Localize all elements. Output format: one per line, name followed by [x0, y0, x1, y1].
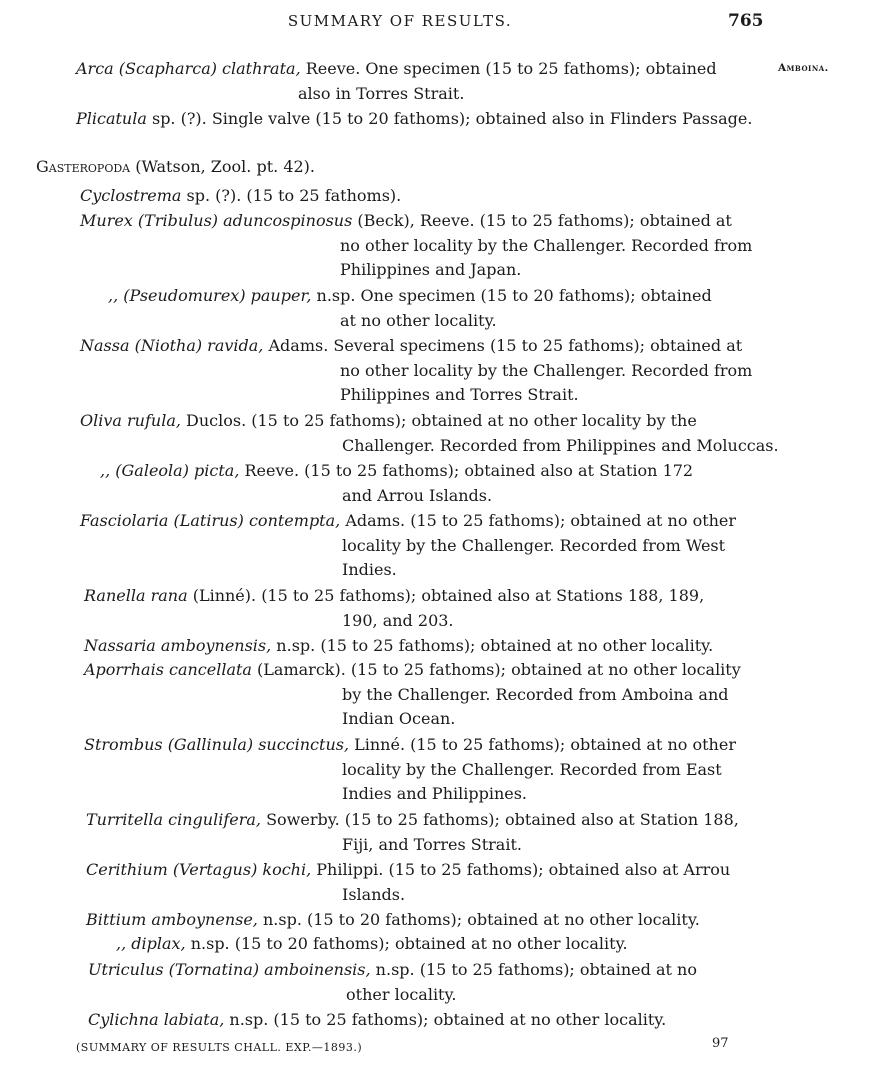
page-number: 765 [728, 11, 764, 31]
footer-signature: (SUMMARY OF RESULTS CHALL. EXP.—1893.) [76, 1041, 363, 1054]
species-name: Nassa (Niotha) ravida, [80, 336, 264, 355]
entry-text: sp. (?). Single valve (15 to 20 fathoms); obtained also in Flinders Passage. [146, 109, 753, 128]
entry-continuation: locality by the Challenger. Recorded from West Indies. [342, 535, 726, 579]
entry-text: (Linné). (15 to 25 fathoms); obtained also at Stations 188, 189, [187, 586, 705, 605]
entry-species [86, 808, 780, 857]
running-header: SUMMARY OF RESULTS. [287, 12, 513, 30]
entry-species [84, 733, 780, 807]
species-name: Cyclostrema [80, 186, 182, 205]
entry-continuation: Fiji, and Torres Strait. [342, 834, 522, 854]
entry-bivalve-arca [76, 57, 776, 106]
entry-species [108, 284, 780, 333]
species-name: Bittium amboynense, [86, 910, 258, 929]
entry-text: n.sp. (15 to 25 fathoms); obtained at no other locality. [271, 636, 714, 655]
species-name: Fasciolaria (Latirus) contempta, [80, 511, 341, 530]
entry-text: (Beck), Reeve. (15 to 25 fathoms); obtained at [352, 211, 732, 230]
entry-species [84, 584, 780, 633]
entry-text: (Lamarck). (15 to 25 fathoms); obtained at no other locality [251, 660, 741, 679]
species-name: ,, (Pseudomurex) pauper, [108, 286, 312, 305]
entry-text: Reeve. (15 to 25 fathoms); obtained also at Station 172 [239, 461, 694, 480]
species-name: Turritella cingulifera, [86, 810, 261, 829]
entry-text: Adams. (15 to 25 fathoms); obtained at no other [340, 511, 737, 530]
entry-continuation: locality by the Challenger. Recorded from East Indies and Philippines. [342, 759, 722, 803]
entry-continuation: other locality. [346, 984, 457, 1004]
species-name: Cerithium (Vertagus) kochi, [86, 860, 312, 879]
species-name: Arca (Scapharca) clathrata, [76, 59, 301, 78]
entry-continuation: no other locality by the Challenger. Recorded from Philippines and Torres Strait. [340, 360, 753, 404]
entry-text: sp. (?). (15 to 25 fathoms). [181, 186, 402, 205]
species-name: ,, diplax, [116, 934, 186, 953]
footer-sheet-number: 97 [712, 1036, 729, 1051]
entry-continuation: also in Torres Strait. [298, 83, 465, 103]
entry-bivalve-plicatula [76, 107, 776, 132]
entry-continuation: by the Challenger. Recorded from Amboina and Indian Ocean. [342, 684, 729, 728]
entry-continuation: 190, and 203. [342, 610, 454, 630]
entry-continuation: no other locality by the Challenger. Recorded from Philippines and Japan. [340, 235, 753, 279]
entry-species [80, 409, 780, 458]
entry-species [80, 509, 780, 583]
entry-text: n.sp. (15 to 20 fathoms); obtained at no other locality. [257, 910, 700, 929]
entry-text: Duclos. (15 to 25 fathoms); obtained at no other locality by the [180, 411, 697, 430]
entry-continuation: Challenger. Recorded from Philippines and Moluccas. [342, 435, 779, 455]
species-name: ,, (Galeola) picta, [100, 461, 240, 480]
entry-text: Adams. Several specimens (15 to 25 fathoms); obtained at [263, 336, 743, 355]
entry-species [88, 1008, 780, 1033]
entry-species [84, 658, 780, 732]
margin-note: Amboina. [778, 62, 829, 74]
heading-text: (Watson, Zool. pt. 42). [130, 157, 315, 176]
entry-text: Philippi. (15 to 25 fathoms); obtained also at Arrou [311, 860, 731, 879]
entry-species [80, 334, 780, 408]
entry-text: Sowerby. (15 to 25 fathoms); obtained also at Station 188, [260, 810, 739, 829]
entry-species [88, 958, 780, 1007]
entry-species [80, 184, 780, 209]
entry-species [100, 459, 780, 508]
section-heading [36, 157, 315, 176]
species-name: Nassaria amboynensis, [84, 636, 272, 655]
species-name: Strombus (Gallinula) succinctus, [84, 735, 350, 754]
heading-label: Gasteropoda [36, 157, 131, 176]
entry-continuation: at no other locality. [340, 310, 497, 330]
entry-continuation: and Arrou Islands. [342, 485, 493, 505]
entry-text: n.sp. (15 to 20 fathoms); obtained at no other locality. [185, 934, 628, 953]
entry-text: Linné. (15 to 25 fathoms); obtained at no other [349, 735, 736, 754]
entry-continuation: Islands. [342, 884, 406, 904]
species-name: Aporrhais cancellata [84, 660, 252, 679]
species-name: Cylichna labiata, [88, 1010, 225, 1029]
species-name: Utriculus (Tornatina) amboinensis, [88, 960, 371, 979]
species-name: Plicatula [76, 109, 147, 128]
entry-species [86, 908, 780, 933]
entry-text: n.sp. (15 to 25 fathoms); obtained at no other locality. [224, 1010, 667, 1029]
entry-text: n.sp. One specimen (15 to 20 fathoms); obtained [311, 286, 712, 305]
species-name: Oliva rufula, [80, 411, 181, 430]
entry-species [84, 634, 780, 659]
entry-text: Reeve. One specimen (15 to 25 fathoms); obtained [300, 59, 717, 78]
entry-species [86, 858, 780, 907]
entry-text: n.sp. (15 to 25 fathoms); obtained at no [370, 960, 697, 979]
entry-species [116, 932, 780, 957]
entry-species [80, 209, 780, 283]
species-name: Murex (Tribulus) aduncospinosus [80, 211, 353, 230]
species-name: Ranella rana [84, 586, 188, 605]
